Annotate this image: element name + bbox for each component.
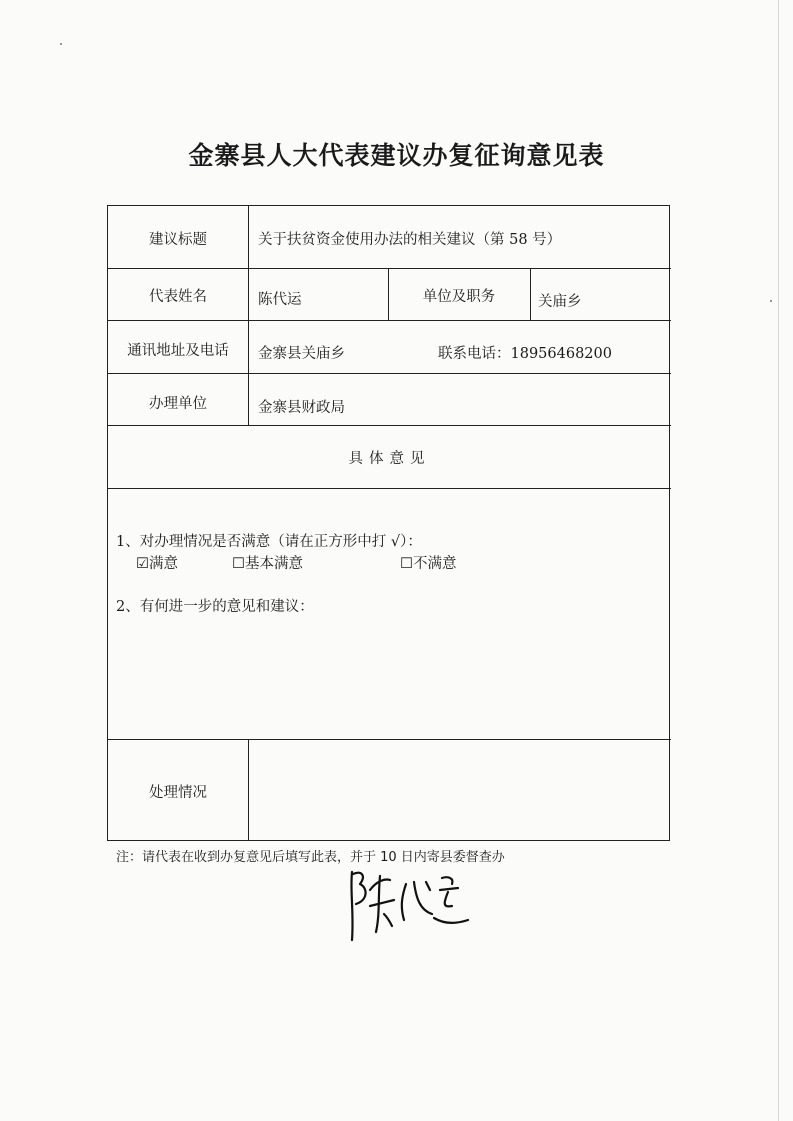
topic-label: 建议标题 [149, 232, 207, 248]
label-column-divider [248, 206, 249, 425]
form-title: 金寨县人大代表建议办复征询意见表 [188, 141, 605, 170]
option-label: 基本满意 [245, 556, 303, 572]
row-divider [108, 488, 671, 489]
row-divider [108, 425, 671, 426]
checkbox-empty-icon[interactable]: ☐ [232, 556, 245, 572]
address-label: 通讯地址及电话 [127, 343, 229, 359]
rep-name-label: 代表姓名 [149, 289, 207, 305]
handwritten-signature [340, 862, 475, 947]
option-satisfied[interactable] [136, 552, 178, 573]
label-column-divider [248, 739, 249, 841]
checkbox-checked-icon[interactable]: ☑ [136, 556, 149, 572]
opinion-header: 具体意见 [348, 451, 431, 467]
address-value: 金寨县关庙乡 [258, 346, 345, 362]
handler-value: 金寨县财政局 [258, 400, 345, 416]
phone-field [438, 342, 612, 363]
option-basically-satisfied[interactable] [232, 552, 303, 573]
processing-label: 处理情况 [149, 785, 207, 801]
phone-label: 联系电话： [438, 346, 511, 362]
question-suggestions: 2、有何进一步的意见和建议： [116, 599, 314, 615]
inquiry-form-table [107, 205, 670, 841]
row-divider [108, 739, 671, 740]
row-divider [108, 268, 671, 269]
option-label: 不满意 [413, 556, 457, 572]
topic-value: 关于扶贫资金使用办法的相关建议（第 58 号） [258, 232, 562, 248]
scan-speck [60, 43, 62, 45]
row-divider [108, 373, 671, 374]
column-divider [530, 268, 531, 320]
question-satisfaction: 1、对办理情况是否满意（请在正方形中打 √）： [116, 534, 422, 550]
scan-speck [770, 300, 772, 302]
option-label: 满意 [149, 556, 178, 572]
option-dissatisfied[interactable] [400, 552, 457, 573]
rep-name-value: 陈代运 [258, 292, 302, 308]
checkbox-empty-icon[interactable]: ☐ [400, 556, 413, 572]
phone-value: 18956468200 [510, 346, 612, 362]
handler-label: 办理单位 [149, 396, 207, 412]
unit-value: 关庙乡 [538, 294, 582, 310]
unit-label: 单位及职务 [422, 289, 496, 305]
row-divider [108, 320, 671, 321]
footnote: 注：请代表在收到办复意见后填写此表，并于 10 日内寄县委督查办 [116, 850, 505, 865]
